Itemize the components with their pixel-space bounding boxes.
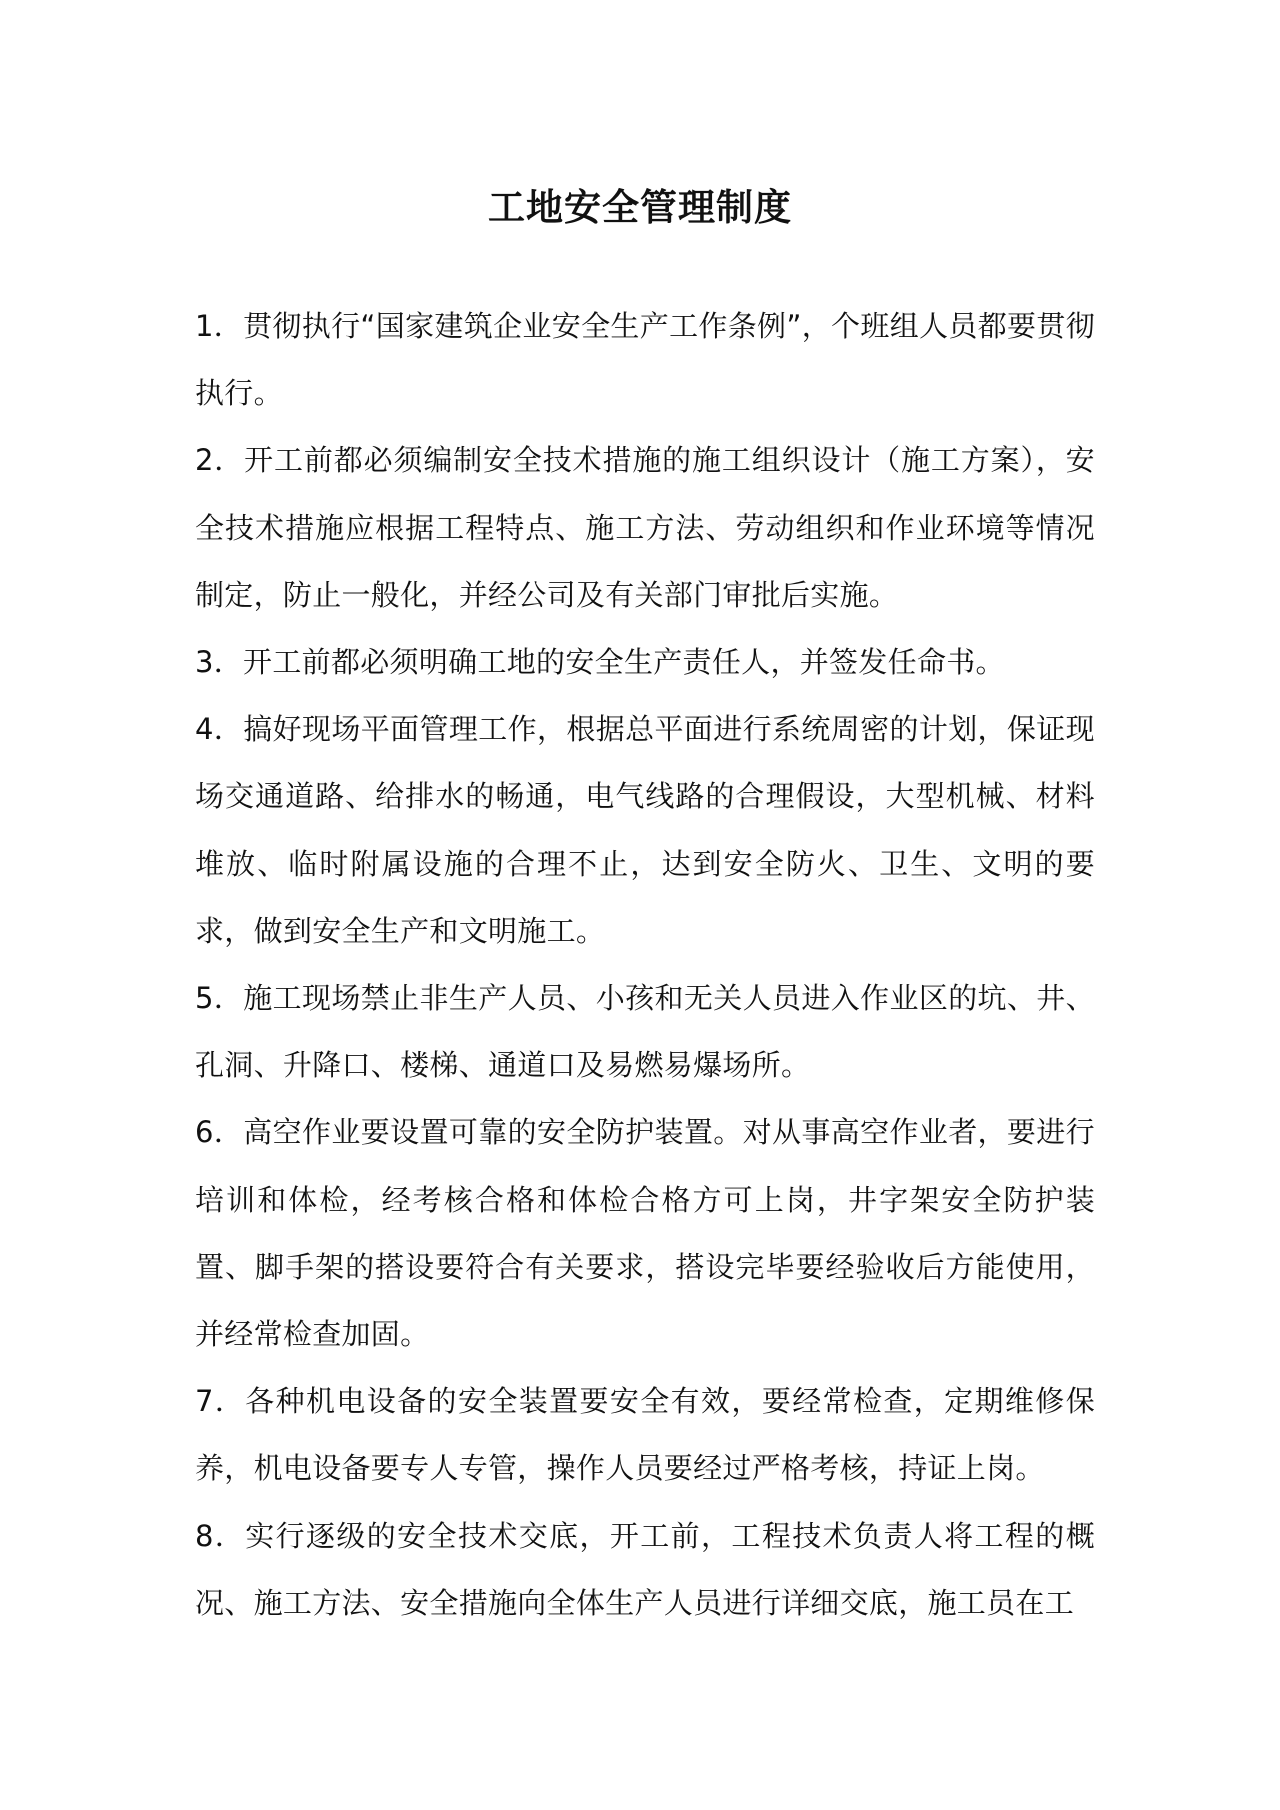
- document-body: [195, 293, 1095, 1637]
- document-title: 工地安全管理制度: [488, 186, 792, 229]
- clause-5: 5．施工现场禁止非生产人员、小孩和无关人员进入作业区的坑、井、孔洞、升降口、楼梯、通道口及易燃易爆场所。: [195, 981, 1095, 1083]
- clause-6: 6．高空作业要设置可靠的安全防护装置。对从事高空作业者，要进行培训和体检，经考核合格和体检合格方可上岗，井字架安全防护装置、脚手架的搭设要符合有关要求，搭设完毕要经验收后方能使用，并经常检查加固。: [195, 1115, 1095, 1352]
- clause-7: 7．各种机电设备的安全装置要安全有效，要经常检查，定期维修保养，机电设备要专人专管，操作人员要经过严格考核，持证上岗。: [195, 1384, 1095, 1486]
- clause-2: 2．开工前都必须编制安全技术措施的施工组织设计（施工方案），安全技术措施应根据工程特点、施工方法、劳动组织和作业环境等情况制定，防止一般化，并经公司及有关部门审批后实施。: [195, 443, 1095, 612]
- clause-1: 1．贯彻执行“国家建筑企业安全生产工作条例”，个班组人员都要贯彻执行。: [195, 309, 1095, 411]
- clause-4: 4．搞好现场平面管理工作，根据总平面进行系统周密的计划，保证现场交通道路、给排水的畅通，电气线路的合理假设，大型机械、材料堆放、临时附属设施的合理不止，达到安全防火、卫生、文明的要求，做到安全生产和文明施工。: [195, 712, 1095, 948]
- clause-3: 3．开工前都必须明确工地的安全生产责任人，并签发任命书。: [195, 645, 1005, 680]
- clause-8: 8．实行逐级的安全技术交底，开工前，工程技术负责人将工程的概况、施工方法、安全措施向全体生产人员进行详细交底，施工员在工: [195, 1518, 1095, 1620]
